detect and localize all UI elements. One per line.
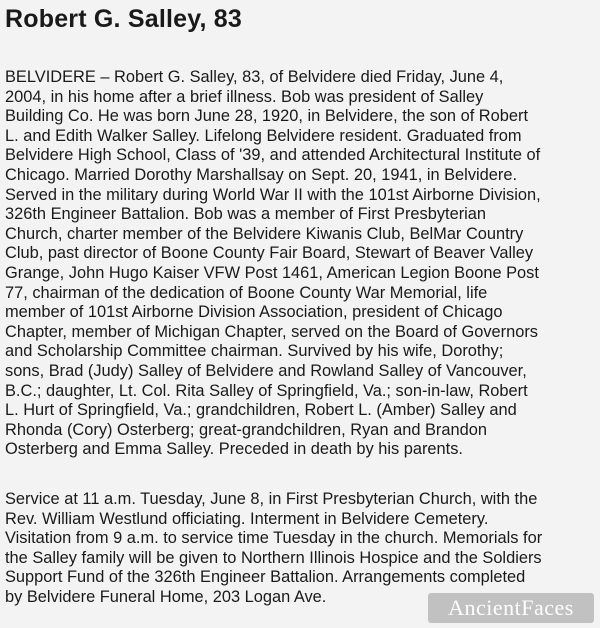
text-line: Served in the military during World War II with the 101st Airborne Division, [5,185,541,204]
text-line: Visitation from 9 a.m. to service time Tuesday in the church. Memorials for [5,529,543,548]
obituary-title: Robert G. Salley, 83 [5,5,242,33]
text-line: Chicago. Married Dorothy Marshallsay on Sept. 20, 1941, in Belvidere. [5,165,518,184]
text-line: and Scholarship Committee chairman. Survived by his wife, Dorothy; [5,342,504,361]
text-line: Club, past director of Boone County Fair Board, Stewart of Beaver Valley [5,244,534,263]
text-line: Grange, John Hugo Kaiser VFW Post 1461, American Legion Boone Post [5,263,539,282]
text-line: Support Fund of the 326th Engineer Battalion. Arrangements completed [5,568,526,587]
obituary-paragraph-1 [5,68,600,460]
text-line: B.C.; daughter, Lt. Col. Rita Salley of Springfield, Va.; son-in-law, Robert [5,381,528,400]
text-line: Church, charter member of the Belvidere Kiwanis Club, BelMar Country [5,224,524,243]
text-line: 326th Engineer Battalion. Bob was a member of First Presbyterian [5,205,487,224]
ancientfaces-watermark: AncientFaces [428,593,594,623]
text-line: member of 101st Airborne Division Association, president of Chicago [5,303,503,322]
text-line: Belvidere High School, Class of '39, and attended Architectural Institute of [5,146,541,165]
text-line: 2004, in his home after a brief illness. Bob was president of Salley [5,87,484,106]
text-line: Rhonda (Cory) Osterberg; great-grandchildren, Ryan and Brandon [5,420,487,439]
obituary-paragraph-2 [5,490,600,608]
text-line: Rev. William Westlund officiating. Interment in Belvidere Cemetery. [5,509,489,528]
text-line: BELVIDERE – Robert G. Salley, 83, of Belvidere died Friday, June 4, [5,68,504,86]
text-line: Osterberg and Emma Salley. Preceded in death by his parents. [5,440,463,459]
text-line: L. and Edith Walker Salley. Lifelong Belvidere resident. Graduated from [5,126,522,145]
text-line: Building Co. He was born June 28, 1920, in Belvidere, the son of Robert [5,107,528,126]
text-line: Chapter, member of Michigan Chapter, served on the Board of Governors [5,322,538,341]
text-line: by Belvidere Funeral Home, 203 Logan Ave. [5,587,327,606]
text-line: Service at 11 a.m. Tuesday, June 8, in First Presbyterian Church, with the [5,490,538,508]
text-line: 77, chairman of the dedication of Boone County War Memorial, life [5,283,488,302]
text-line: L. Hurt of Springfield, Va.; grandchildren, Robert L. (Amber) Salley and [5,401,517,420]
text-line: the Salley family will be given to Northern Illinois Hospice and the Soldiers [5,548,542,567]
text-line: sons, Brad (Judy) Salley of Belvidere and Rowland Salley of Vancouver, [5,361,527,380]
